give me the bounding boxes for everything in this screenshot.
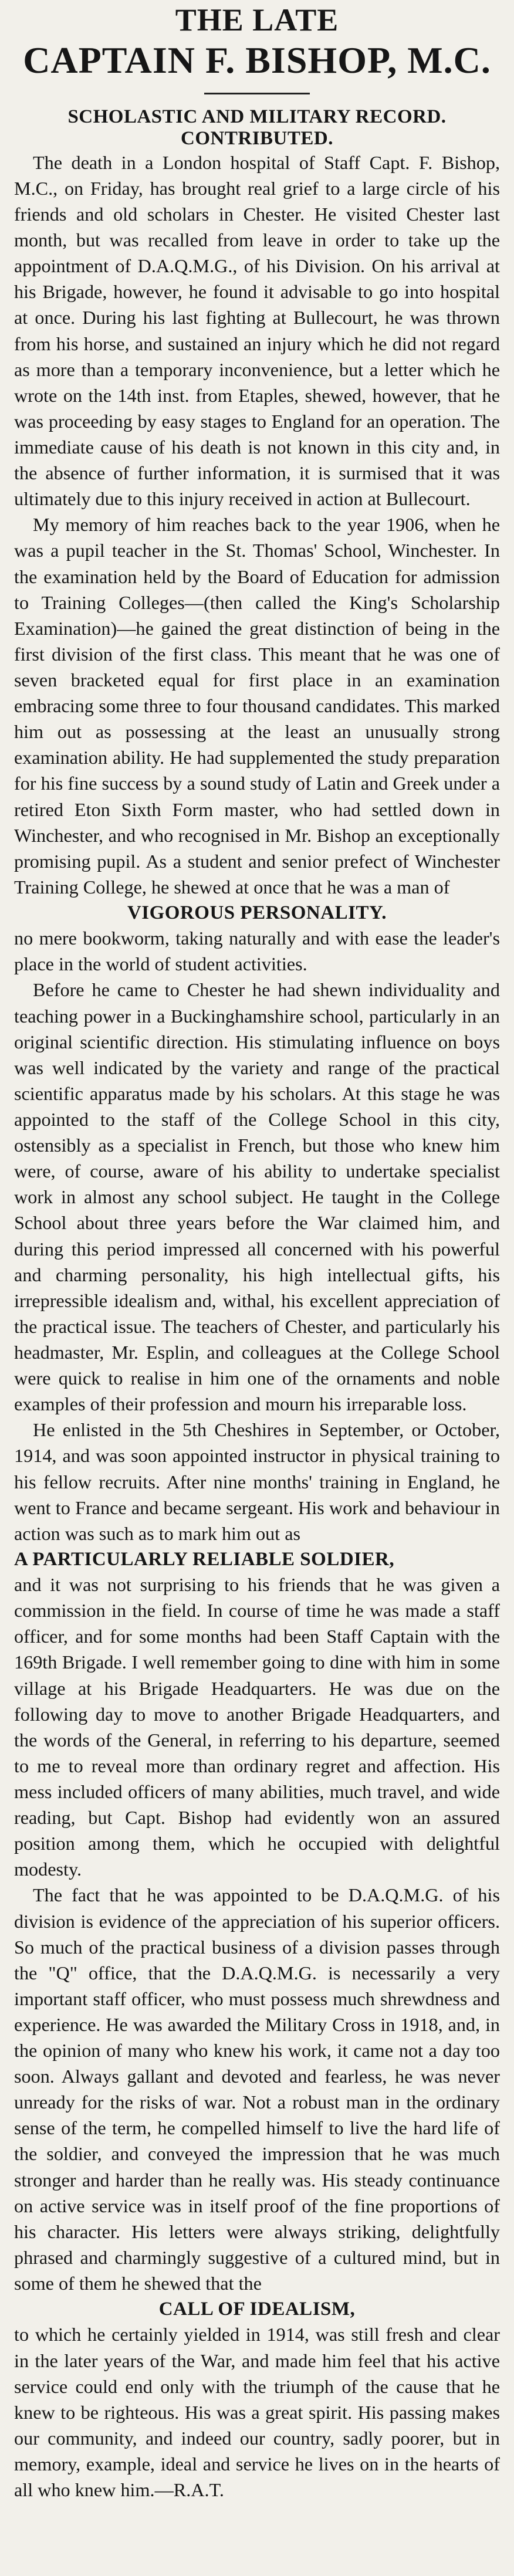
paragraph-7: The fact that he was appointed to be D.A.Q.M.G. of his division is evidence of the appreciation of his superior officers. So much of the practical business of a division passes through the "Q" office, that the D.A.Q.M.G. is necessarily a very important staff officer, who must possess much shrewdness and experience. He was awarded the Military Cross in 1918, and, in the opinion of many who knew his work, it came not a day too soon. Always gallant and devoted and fearless, he was never unready for the risks of war. Not a robust man in the ordinary sense of the term, he compelled himself to live the hard life of the soldier, and conveyed the impression that he was much stronger and harder than he really was. His steady continuance on active service was in itself proof of the fine proportions of his character. His letters were always striking, delightfully phrased and charmingly suggestive of a cultured mind, but in some of them he shewed that the bbox=[14, 1884, 500, 2294]
section-heading-call-of-idealism: CALL OF IDEALISM, bbox=[158, 2299, 356, 2320]
title-line-1: THE LATE bbox=[175, 2, 339, 38]
subhead-record: SCHOLASTIC AND MILITARY RECORD. bbox=[67, 106, 447, 127]
title-line-2: CAPTAIN F. BISHOP, M.C. bbox=[23, 39, 491, 81]
section-heading-vigorous-personality: VIGOROUS PERSONALITY. bbox=[127, 902, 387, 923]
paragraph-5: He enlisted in the 5th Cheshires in September, or October, 1914, and was soon appointed instructor in physical training to his fellow recruits. After nine months' training in England, he went to France and became sergeant. His work and behaviour in action was such as to mark him out as bbox=[14, 1419, 500, 1544]
paragraph-6: and it was not surprising to his friends that he was given a commission in the field. In course of time he was made a staff officer, and for some months had been Staff Captain with the 169th Brigade. I well remember going to dine with him in some village at his Brigade Headquarters. He was due on the following day to move to another Brigade Headquarters, and the words of the General, in referring to his departure, seemed to me to reveal more than ordinary regret and affection. His mess included officers of many abilities, much travel, and wide reading, but Capt. Bishop had evidently won an assured position among them, which he occupied with delightful modesty. bbox=[14, 1574, 500, 1880]
subhead-contributed: CONTRIBUTED. bbox=[181, 127, 333, 149]
paragraph-4: Before he came to Chester he had shewn individuality and teaching power in a Buckinghamshire school, particularly in an original scientific direction. His stimulating influence on boys was well indicated by the variety and range of the practical scientific apparatus made by his scholars. At this stage he was appointed to the staff of the College School in this city, ostensibly as a specialist in French, but those who knew him were, of course, aware of his ability to undertake specialist work in almost any school subject. He taught in the College School about three years before the War claimed him, and during this period impressed all concerned with his powerful and charming personality, his high intellectual gifts, his irrepressible idealism and, withal, his excellent appreciation of the practical issue. The teachers of Chester, and particularly his headmaster, Mr. Esplin, and colleagues at the College School were quick to realise in him one of the ornaments and noble examples of their profession and mourn his irreparable loss. bbox=[14, 979, 500, 1415]
paragraph-2: My memory of him reaches back to the year 1906, when he was a pupil teacher in the St. Thomas' School, Winchester. In the examination held by the Board of Education for admission to Training Colleges—(then called the King's Scholarship Examination)—he gained the great distinction of being in the first division of the first class. This meant that he was one of seven bracketed equal for first place in an examination embracing some three to four thousand candidates. This marked him out as possessing at the least an unusually strong examination ability. He had supplemented the study preparation for his fine success by a sound study of Latin and Greek under a retired Eton Sixth Form master, who had settled down in Winchester, and who recognised in Mr. Bishop an exceptionally promising pupil. As a student and senior prefect of Winchester Training College, he shewed at once that he was a man of bbox=[14, 514, 500, 898]
article bbox=[14, 0, 500, 2503]
section-heading-reliable-soldier: A PARTICULARLY RELIABLE SOLDIER, bbox=[14, 1548, 395, 1570]
title-divider bbox=[204, 93, 310, 94]
paragraph-3: no mere bookworm, taking naturally and with ease the leader's place in the world of student activities. bbox=[14, 928, 500, 975]
paragraph-8: to which he certainly yielded in 1914, was still fresh and clear in the later years of the War, and made him feel that his active service could end only with the triumph of the cause that he knew to be righteous. His was a great spirit. His passing makes our community, and indeed our country, sadly poorer, but in memory, example, ideal and service he lives on in the hearts of all who knew him.—R.A.T. bbox=[14, 2324, 500, 2501]
paragraph-1: The death in a London hospital of Staff Capt. F. Bishop, M.C., on Friday, has brought real grief to a large circle of his friends and old scholars in Chester. He visited Chester last month, but was recalled from leave in order to take up the appointment of D.A.Q.M.G., of his Division. On his arrival at his Brigade, however, he found it advisable to go into hospital at once. During his last fighting at Bullecourt, he was thrown from his horse, and sustained an injury which he did not regard as more than a temporary inconvenience, but a letter which he wrote on the 14th inst. from Etaples, shewed, however, that he was proceeding by easy stages to England for an operation. The immediate cause of his death is not known in this city and, in the absence of further information, it is surmised that it was ultimately due to this injury received in action at Bullecourt. bbox=[14, 151, 500, 510]
